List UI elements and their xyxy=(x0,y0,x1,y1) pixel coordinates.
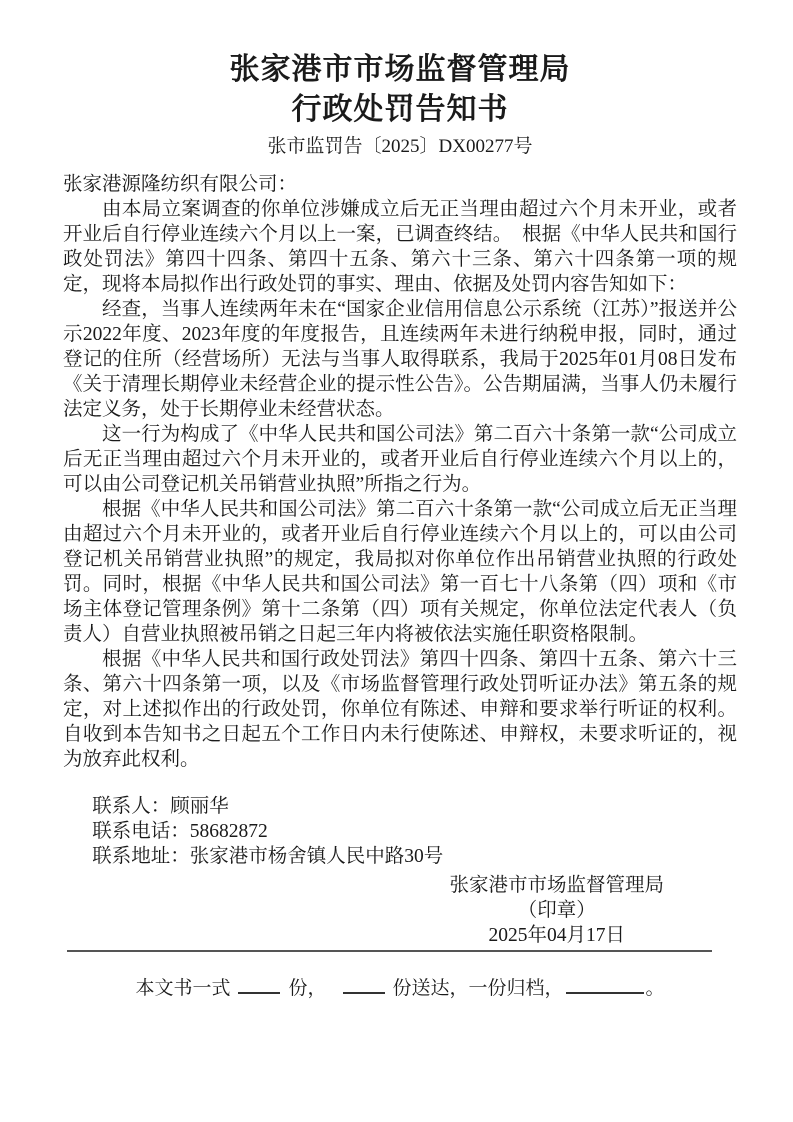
issuing-agency-title: 张家港市市场监督管理局 xyxy=(229,53,571,86)
signature-block xyxy=(449,873,664,948)
footer-text-1: 本文书一式 xyxy=(135,978,231,999)
divider-line xyxy=(67,950,712,952)
document-header xyxy=(63,50,737,160)
document-title: 行政处罚告知书 xyxy=(291,93,509,126)
signature-agency: 张家港市市场监督管理局 xyxy=(449,875,664,896)
contact-person: 联系人：顾丽华 xyxy=(92,796,229,817)
contact-phone: 联系电话：58682872 xyxy=(92,821,268,842)
body-paragraph-1: 由本局立案调查的你单位涉嫌成立后无正当理由超过六个月未开业，或者开业后自行停业连续六个月以上一案，已调查终结。 根据《中华人民共和国行政处罚法》第四十四条、第四十五条、第六十三条、第六十四条第一项的规定，现将本局拟作出行政处罚的事实、理由、依据及处罚内容告知如下： xyxy=(63,199,737,295)
footer-text-4: 。 xyxy=(645,978,665,999)
copies-count-blank xyxy=(238,977,280,994)
addressee-line: 张家港源隆纺织有限公司： xyxy=(63,174,298,195)
footer-text-2: 份， xyxy=(288,978,327,999)
body-paragraph-2: 经查，当事人连续两年未在“国家企业信用信息公示系统（江苏）”报送并公示2022年度、2023年度的年度报告，且连续两年未进行纳税申报，同时，通过登记的住所（经营场所）无法与当事人取得联系，我局于2025年01月08日发布《关于清理长期停业未经营企业的提示性公告》。公告期届满，当事人仍未履行法定义务，处于长期停业未经营状态。 xyxy=(63,299,737,420)
body-paragraph-4: 根据《中华人民共和国公司法》第二百六十条第一款“公司成立后无正当理由超过六个月未开业的，或者开业后自行停业连续六个月以上的，可以由公司登记机关吊销营业执照”的规定，我局拟对你单位作出吊销营业执照的行政处罚。同时，根据《中华人民共和国公司法》第一百七十八条第（四）项和《市场主体登记管理条例》第十二条第（四）项有关规定，你单位法定代表人（负责人）自营业执照被吊销之日起三年内将被依法实施任职资格限制。 xyxy=(63,499,737,645)
signature-seal: （印章） xyxy=(517,900,596,921)
extra-note-blank xyxy=(566,977,644,994)
document-body xyxy=(63,172,737,772)
document-number: 张市监罚告〔2025〕DX00277号 xyxy=(267,136,533,157)
body-paragraph-3: 这一行为构成了《中华人民共和国公司法》第二百六十条第一款“公司成立后无正当理由超过六个月未开业的，或者开业后自行停业连续六个月以上的，可以由公司登记机关吊销营业执照”所指之行为。 xyxy=(63,424,737,495)
distribution-note xyxy=(63,976,737,1001)
footer-text-3: 份送达，一份归档， xyxy=(392,978,564,999)
contact-address: 联系地址：张家港市杨舍镇人民中路30号 xyxy=(92,846,444,867)
signature-date: 2025年04月17日 xyxy=(488,925,625,946)
body-paragraph-5: 根据《中华人民共和国行政处罚法》第四十四条、第四十五条、第六十三条、第六十四条第一项，以及《市场监督管理行政处罚听证办法》第五条的规定，对上述拟作出的行政处罚，你单位有陈述、申辩和要求举行听证的权利。自收到本告知书之日起五个工作日内未行使陈述、申辩权，未要求听证的，视为放弃此权利。 xyxy=(63,649,737,770)
delivered-count-blank xyxy=(343,977,385,994)
contact-block xyxy=(63,794,737,869)
